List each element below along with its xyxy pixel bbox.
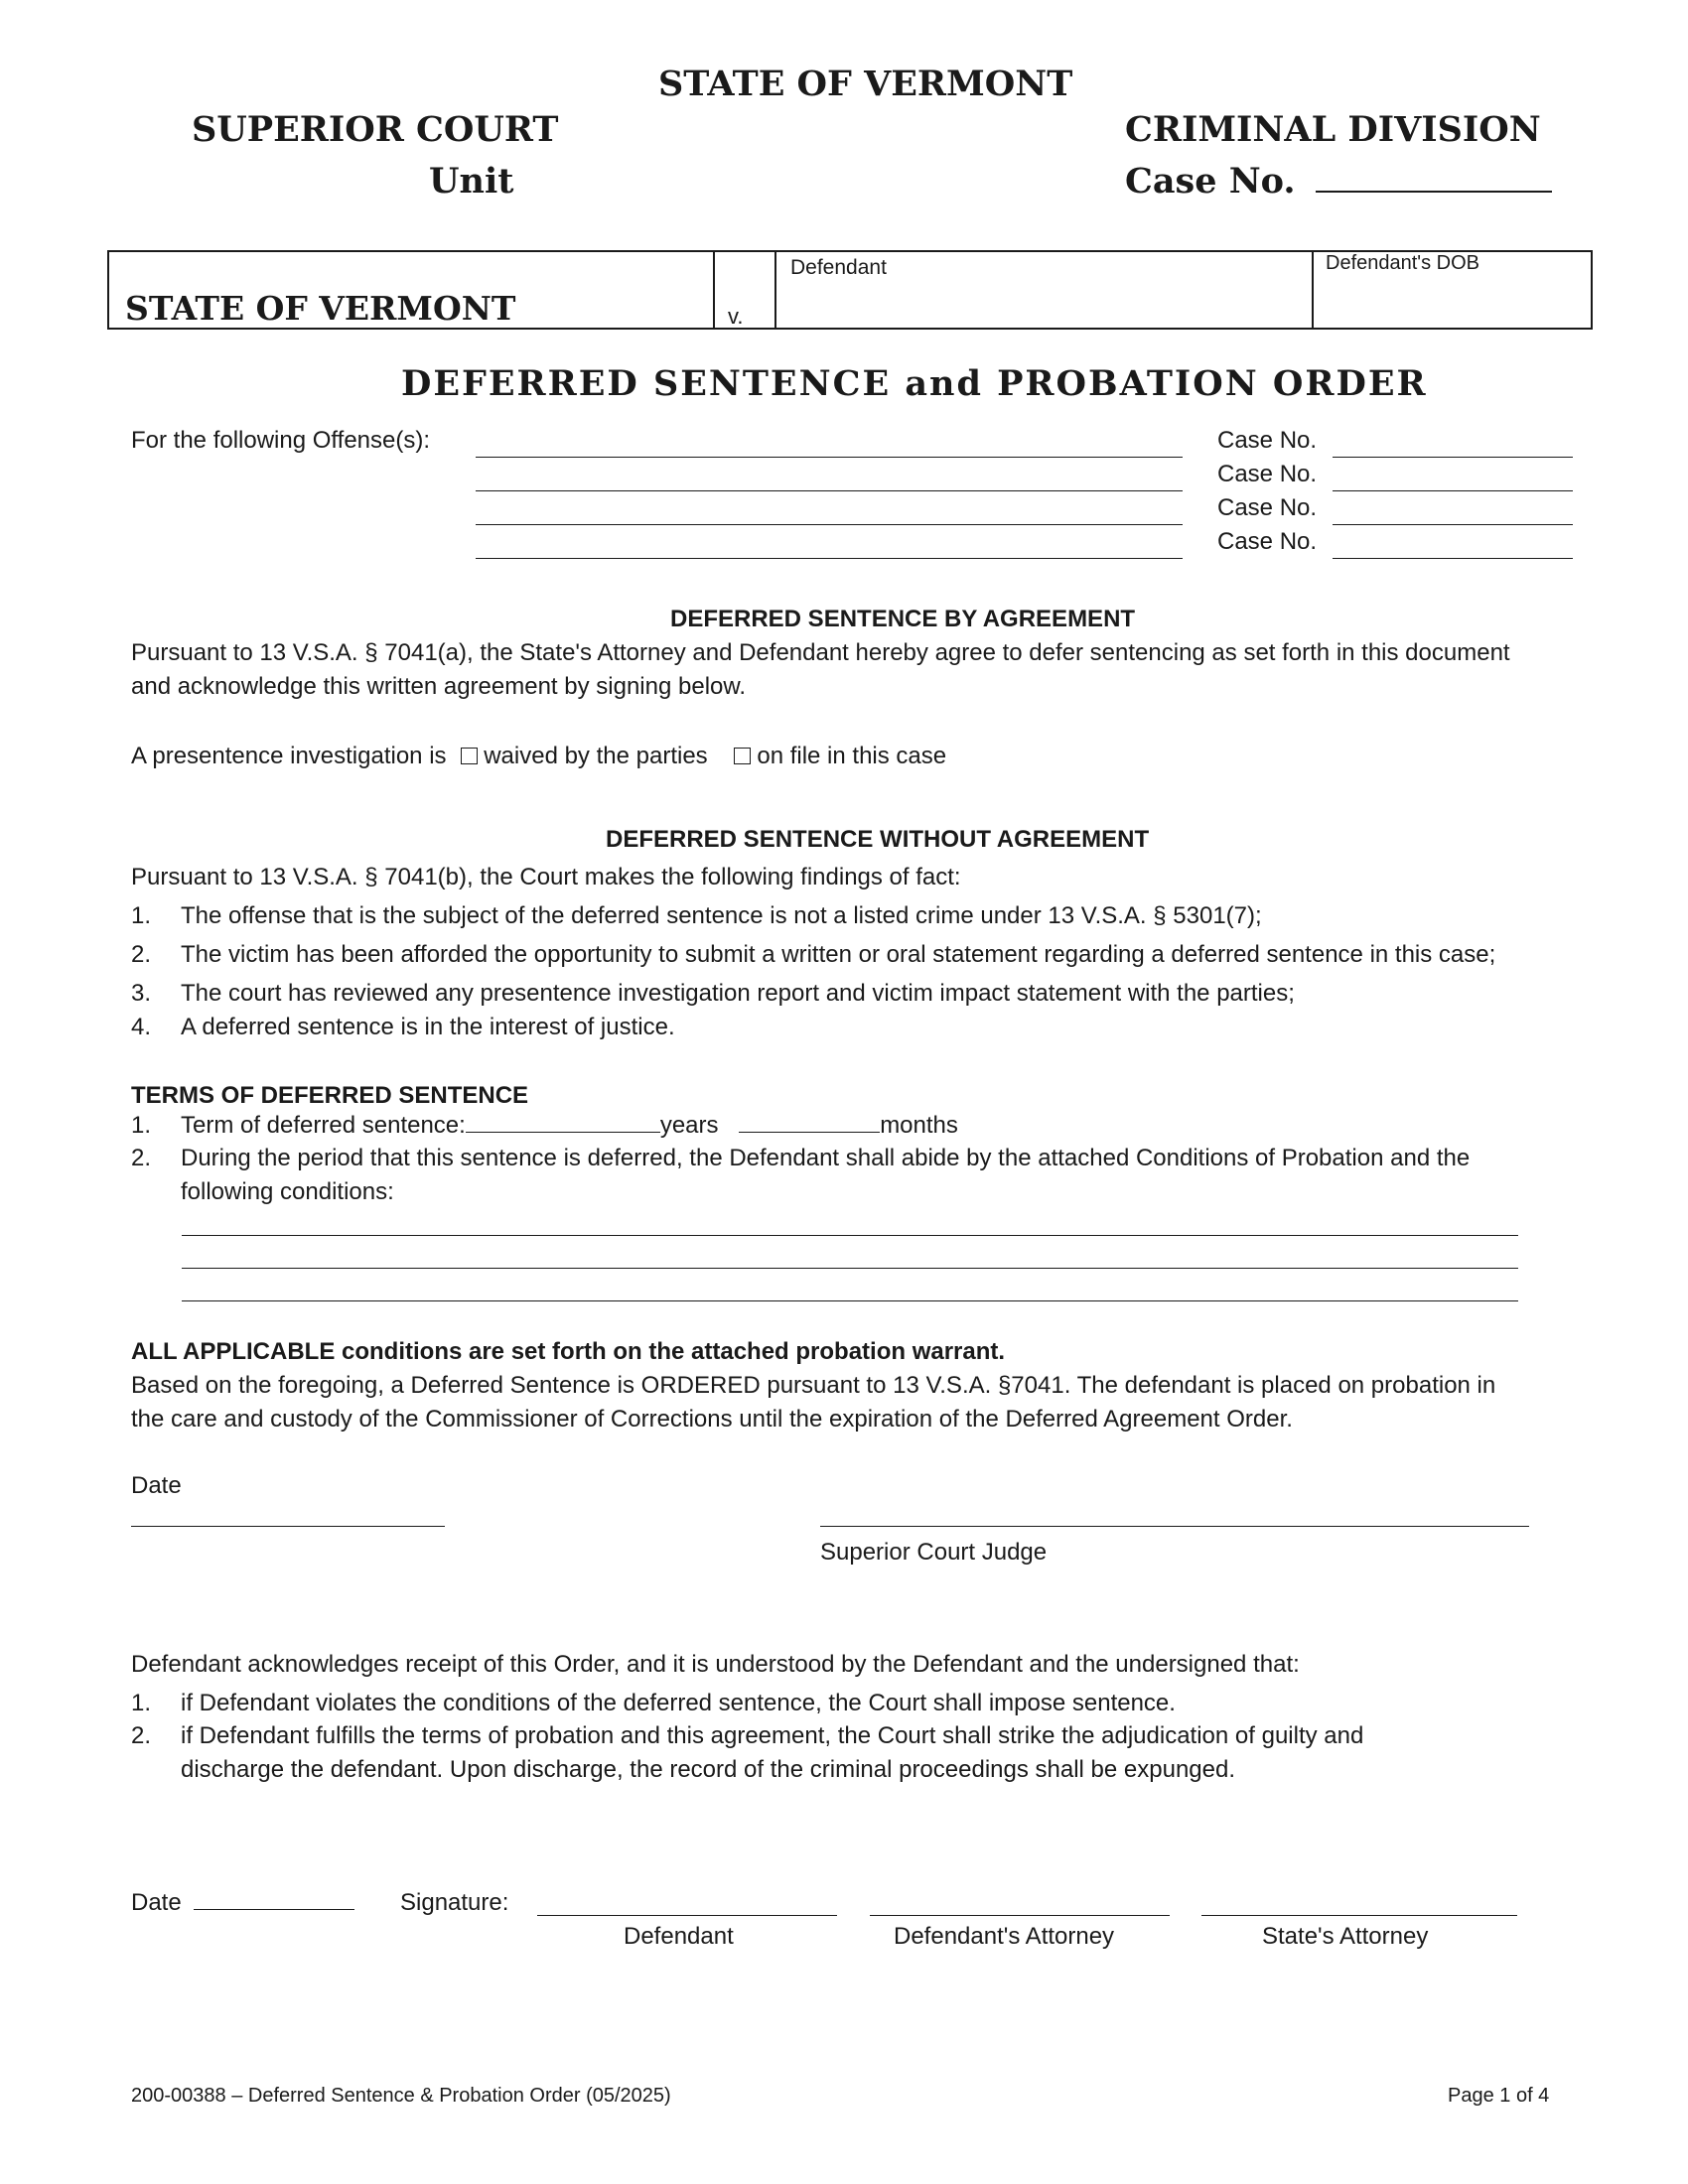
years-field[interactable] [466, 1112, 660, 1133]
sign-date-label: Date [131, 1889, 182, 1916]
term-conditions-text: following conditions: [181, 1178, 394, 1205]
form-title: DEFERRED SENTENCE and PROBATION ORDER [401, 363, 1428, 404]
offense-case-no-field[interactable] [1333, 490, 1573, 491]
division-name: CRIMINAL DIVISION [1125, 109, 1541, 150]
offense-field[interactable] [476, 558, 1183, 559]
offenses-label: For the following Offense(s): [131, 427, 431, 454]
unit-label: Unit [429, 161, 514, 202]
states-attorney-signature-field[interactable] [1201, 1915, 1517, 1916]
without-agreement-heading: DEFERRED SENTENCE WITHOUT AGREEMENT [606, 826, 1150, 853]
order-date-label: Date [131, 1472, 182, 1499]
caption-versus: v. [728, 304, 744, 329]
order-date-field[interactable] [131, 1526, 445, 1527]
conditions-notice: ALL APPLICABLE conditions are set forth on the attached probation warrant. [131, 1338, 1006, 1365]
offense-field[interactable] [476, 490, 1183, 491]
order-text: the care and custody of the Commissioner of Corrections until the expiration of the Deferred Agreement Order. [131, 1406, 1293, 1433]
term-conditions-text: During the period that this sentence is deferred, the Defendant shall abide by the attached Conditions of Probation and the [181, 1145, 1471, 1171]
dob-field[interactable] [1316, 280, 1590, 326]
finding-number: 1. [131, 902, 152, 929]
offense-case-no-field[interactable] [1333, 558, 1573, 559]
offense-case-no-field[interactable] [1333, 524, 1573, 525]
offense-case-no-label: Case No. [1217, 494, 1318, 521]
on-file-checkbox[interactable] [734, 748, 751, 764]
sign-date-field[interactable] [194, 1889, 354, 1910]
condition-line[interactable] [182, 1300, 1518, 1301]
waived-checkbox[interactable] [461, 748, 478, 764]
psi-label: A presentence investigation is [131, 743, 447, 769]
finding-item: A deferred sentence is in the interest of justice. [181, 1014, 675, 1040]
sign-date-row [131, 1889, 354, 1917]
psi-row [131, 743, 946, 770]
defendant-label: Defendant [790, 256, 887, 279]
term-length-row [181, 1112, 958, 1140]
months-label: months [880, 1112, 958, 1139]
defense-attorney-signature-field[interactable] [870, 1915, 1170, 1916]
years-label: years [659, 1112, 719, 1139]
court-name: SUPERIOR COURT [192, 109, 559, 150]
terms-heading: TERMS OF DEFERRED SENTENCE [131, 1082, 529, 1109]
condition-line[interactable] [182, 1235, 1518, 1236]
dob-label: Defendant's DOB [1326, 252, 1480, 274]
ack-number: 1. [131, 1690, 152, 1716]
acknowledgment-intro: Defendant acknowledges receipt of this Order, and it is understood by the Defendant and the undersigned that: [131, 1651, 1300, 1678]
finding-item: The court has reviewed any presentence investigation report and victim impact statement with the parties; [181, 980, 1295, 1007]
term-length-label: Term of deferred sentence: [181, 1112, 466, 1139]
case-number-header [1125, 161, 1552, 202]
case-number-field[interactable] [1316, 165, 1552, 193]
state-title: STATE OF VERMONT [658, 64, 1073, 104]
finding-item: The offense that is the subject of the deferred sentence is not a listed crime under 13 V.S.A. § 5301(7); [181, 902, 1262, 929]
offense-case-no-label: Case No. [1217, 427, 1318, 454]
judge-label: Superior Court Judge [820, 1539, 1048, 1566]
finding-number: 2. [131, 941, 152, 968]
page-number: Page 1 of 4 [1448, 2085, 1550, 2107]
by-agreement-text: and acknowledge this written agreement by signing below. [131, 673, 747, 700]
ack-item: if Defendant fulfills the terms of probation and this agreement, the Court shall strike the adjudication of guilty and [181, 1722, 1364, 1749]
form-id: 200-00388 – Deferred Sentence & Probation Order (05/2025) [131, 2085, 671, 2107]
ack-item: if Defendant violates the conditions of the deferred sentence, the Court shall impose sentence. [181, 1690, 1176, 1716]
offense-case-no-label: Case No. [1217, 528, 1318, 555]
finding-number: 3. [131, 980, 152, 1007]
by-agreement-heading: DEFERRED SENTENCE BY AGREEMENT [670, 606, 1136, 632]
condition-line[interactable] [182, 1268, 1518, 1269]
defense-attorney-label: Defendant's Attorney [894, 1923, 1115, 1950]
caption-state: STATE OF VERMONT [125, 289, 516, 328]
order-text: Based on the foregoing, a Deferred Sentence is ORDERED pursuant to 13 V.S.A. §7041. The defendant is placed on probation in [131, 1372, 1496, 1399]
judge-signature-field[interactable] [820, 1526, 1529, 1527]
ack-number: 2. [131, 1722, 152, 1749]
by-agreement-text: Pursuant to 13 V.S.A. § 7041(a), the State's Attorney and Defendant hereby agree to defer sentencing as set forth in this document [131, 639, 1510, 666]
waived-label: waived by the parties [484, 743, 708, 769]
ack-item: discharge the defendant. Upon discharge, the record of the criminal proceedings shall be expunged. [181, 1756, 1236, 1783]
case-caption [107, 250, 1593, 330]
states-attorney-label: State's Attorney [1262, 1923, 1429, 1950]
offense-case-no-label: Case No. [1217, 461, 1318, 487]
finding-number: 4. [131, 1014, 152, 1040]
defendant-field[interactable] [778, 282, 1305, 326]
offense-field[interactable] [476, 524, 1183, 525]
on-file-label: on file in this case [757, 743, 947, 769]
case-number-label: Case No. [1125, 161, 1296, 202]
term-number: 1. [131, 1112, 152, 1139]
finding-item: The victim has been afforded the opportunity to submit a written or oral statement regarding a deferred sentence in this case; [181, 941, 1496, 968]
without-agreement-intro: Pursuant to 13 V.S.A. § 7041(b), the Court makes the following findings of fact: [131, 864, 961, 890]
offense-field[interactable] [476, 457, 1183, 458]
term-number: 2. [131, 1145, 152, 1171]
offense-case-no-field[interactable] [1333, 457, 1573, 458]
signature-label: Signature: [400, 1889, 509, 1916]
months-field[interactable] [739, 1112, 880, 1133]
defendant-signature-label: Defendant [624, 1923, 734, 1950]
defendant-signature-field[interactable] [537, 1915, 837, 1916]
